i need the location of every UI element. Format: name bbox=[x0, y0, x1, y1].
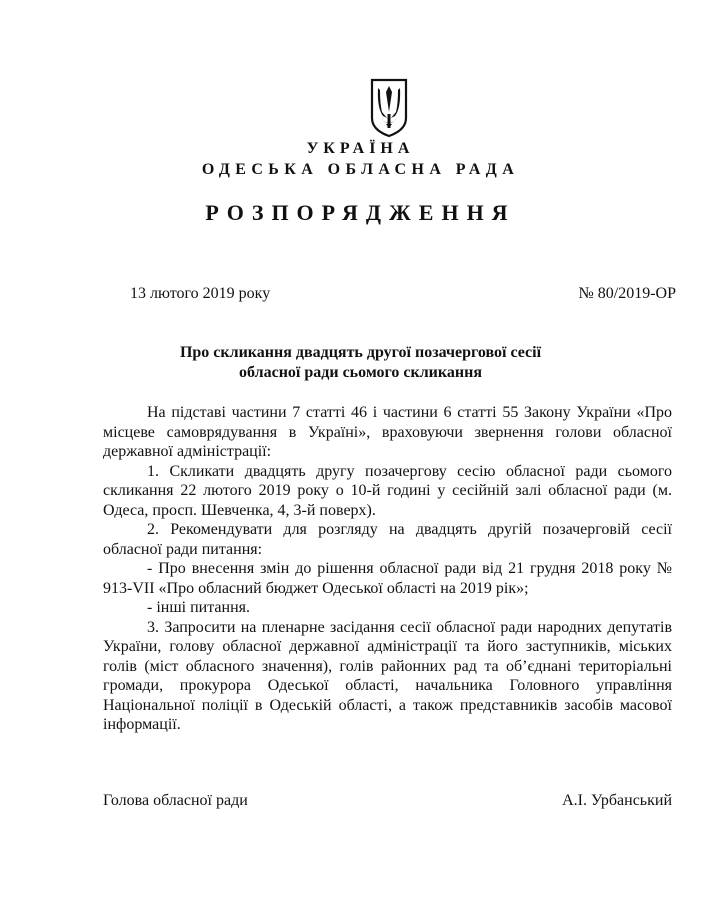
trident-coat-of-arms-icon bbox=[369, 78, 409, 138]
body-paragraph-subitem-1: - Про внесення змін до рішення обласної ради від 21 грудня 2018 року № 913-VII «Про обласний бюджет Одеської області на 2019 рік»; bbox=[103, 560, 672, 597]
document-number: № 80/2019-ОР bbox=[578, 285, 676, 302]
document-title bbox=[0, 343, 721, 383]
signature-name: А.І. Урбанський bbox=[562, 792, 672, 809]
document-date: 13 лютого 2019 року bbox=[130, 285, 271, 302]
title-line-2: обласної ради сьомого скликання bbox=[239, 364, 482, 381]
body-paragraph-item-1: 1. Скликати двадцять другу позачергову сесію обласної ради сьомого скликання 22 лютого 2019 року о 10-й годині у сесійній залі обласної ради (м. Одеса, просп. Шевченка, 4, 3-й поверх). bbox=[103, 462, 672, 519]
body-paragraph-item-2: 2. Рекомендувати для розгляду на двадцять другій позачерговій сесії обласної ради питання: bbox=[103, 521, 672, 558]
body-paragraph-item-3: 3. Запросити на пленарне засідання сесії обласної ради народних депутатів України, голову обласної державної адміністрації та його заступників, міських голів (міст обласного значення), голів районних рад та об’єднані територіальні громади, прокурора Одеської області, начальника Головного управління Національної поліції в Одеській області, а також представників засобів масової інформації. bbox=[103, 618, 672, 733]
header-council: ОДЕСЬКА ОБЛАСНА РАДА bbox=[201, 161, 520, 178]
body-paragraph-subitem-2: - інші питання. bbox=[147, 599, 250, 616]
document-type-heading: РОЗПОРЯДЖЕННЯ bbox=[205, 200, 516, 225]
document-body bbox=[103, 403, 672, 735]
signature-position: Голова обласної ради bbox=[103, 792, 248, 809]
title-line-1: Про скликання двадцять другої позачергової сесії bbox=[179, 344, 542, 361]
body-paragraph-preamble: На підставі частини 7 статті 46 і частини 6 статті 55 Закону України «Про місцеве самоврядування в Україні», враховуючи звернення голови обласної державної адміністрації: bbox=[103, 404, 672, 460]
header-country: УКРАЇНА bbox=[306, 140, 415, 157]
